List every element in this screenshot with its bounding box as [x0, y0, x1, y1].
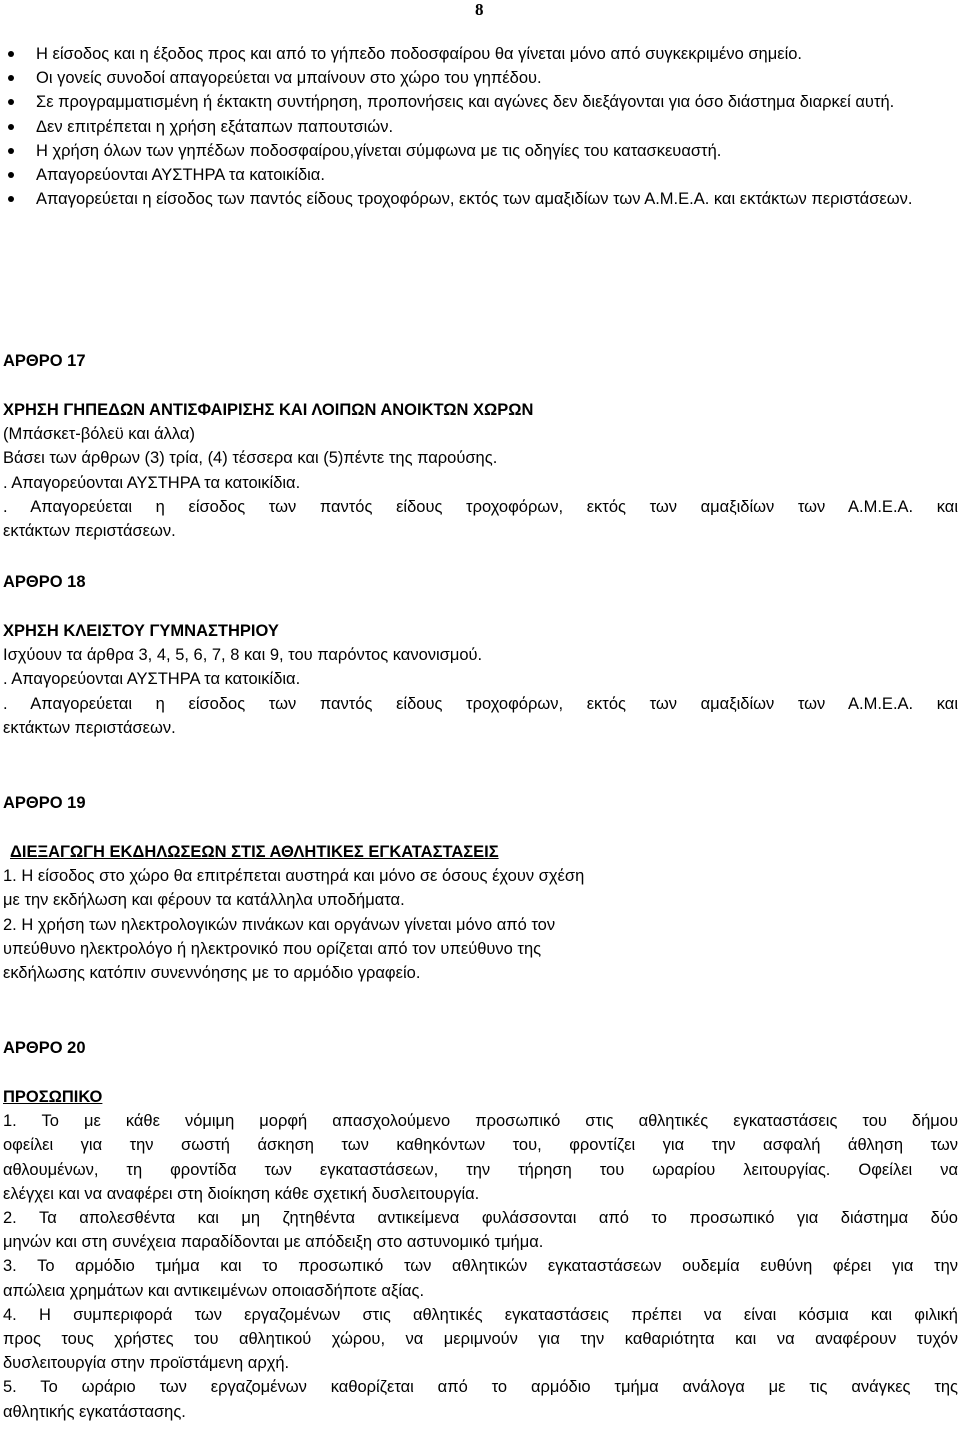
article-19-title: ΔΙΕΞΑΓΩΓΗ ΕΚΔΗΛΩΣΕΩΝ ΣΤΙΣ ΑΘΛΗΤΙΚΕΣ ΕΓΚΑΤΑΣΤΑΣΕΙΣ — [10, 843, 499, 861]
list-item: Απαγορεύεται η είσοδος των παντός είδους τροχοφόρων, εκτός των αμαξιδίων των Α.Μ.Ε.Α. και εκτάκτων περιστάσεων. — [0, 187, 960, 211]
bullet-icon — [8, 51, 14, 57]
article-19-line: 1. Η είσοδος στο χώρο θα επιτρέπεται αυστηρά και μόνο σε όσους έχουν σχέση — [3, 867, 585, 886]
article-20-line: 4. Η συμπεριφορά των εργαζομένων στις αθλητικές εγκαταστάσεις πρέπει να είναι κόσμια και φιλική — [3, 1305, 958, 1324]
article-20-title: ΠΡΟΣΩΠΙΚΟ — [3, 1088, 103, 1106]
article-19-line: εκδήλωσης κατόπιν συνεννόησης με το αρμόδιο γραφείο. — [3, 964, 421, 983]
article-20-line: 2. Τα απολεσθέντα και μη ζητηθέντα αντικείμενα φυλάσσονται από το προσωπικό για διάστημα δύο — [3, 1209, 958, 1228]
article-17-title: ΧΡΗΣΗ ΓΗΠΕΔΩΝ ΑΝΤΙΣΦΑΙΡΙΣΗΣ ΚΑΙ ΛΟΙΠΩΝ ΑΝΟΙΚΤΩΝ ΧΩΡΩΝ — [3, 401, 534, 419]
article-18-line: . Απαγορεύονται ΑΥΣΤΗΡΑ τα κατοικίδια. — [3, 670, 301, 689]
article-20-line: μηνών και στη συνέχεια παραδίδονται με απόδειξη στο αστυνομικό τμήμα. — [3, 1233, 544, 1252]
article-17-line: εκτάκτων περιστάσεων. — [3, 522, 176, 541]
article-19-line: με την εκδήλωση και φέρουν τα κατάλληλα υποδήματα. — [3, 891, 405, 910]
bullet-icon — [8, 124, 14, 130]
article-20-line: απώλεια χρημάτων και αντικειμένων οποιασδήποτε αξίας. — [3, 1281, 425, 1300]
bullet-icon — [8, 75, 14, 81]
article-17-body — [3, 398, 958, 543]
article-18-line: εκτάκτων περιστάσεων. — [3, 718, 176, 737]
article-18-title: ΧΡΗΣΗ ΚΛΕΙΣΤΟΥ ΓΥΜΝΑΣΤΗΡΙΟΥ — [3, 622, 279, 640]
list-item: Οι γονείς συνοδοί απαγορεύεται να μπαίνουν στο χώρο του γηπέδου. — [0, 66, 960, 90]
bullet-icon — [8, 148, 14, 154]
article-17-heading: ΑΡΘΡΟ 17 — [3, 352, 86, 370]
article-19-body — [3, 840, 958, 985]
list-item: Η είσοδος και η έξοδος προς και από το γήπεδο ποδοσφαίρου θα γίνεται μόνο από συγκεκριμένο σημείο. — [0, 42, 960, 66]
article-17-line: . Απαγορεύονται ΑΥΣΤΗΡΑ τα κατοικίδια. — [3, 473, 301, 492]
article-17-subtitle: (Μπάσκετ-βόλεϋ και άλλα) — [3, 425, 195, 444]
bullet-icon — [8, 99, 14, 105]
article-18-line: Ισχύουν τα άρθρα 3, 4, 5, 6, 7, 8 και 9, του παρόντος κανονισμού. — [3, 646, 483, 665]
list-item: Η χρήση όλων των γηπέδων ποδοσφαίρου,γίνεται σύμφωνα με τις οδηγίες του κατασκευαστή. — [0, 139, 960, 163]
article-20-body — [3, 1085, 958, 1424]
article-20-line: 1. Το με κάθε νόμιμη μορφή απασχολούμενο προσωπικό στις αθλητικές εγκαταστάσεις του δήμου — [3, 1112, 958, 1131]
article-20-heading: ΑΡΘΡΟ 20 — [3, 1039, 86, 1057]
article-17-line: . Απαγορεύεται η είσοδος των παντός είδους τροχοφόρων, εκτός των αμαξιδίων των Α.Μ.Ε.Α. και — [3, 497, 958, 516]
article-18-body — [3, 619, 958, 740]
article-19-line: 2. Η χρήση των ηλεκτρολογικών πινάκων και οργάνων γίνεται μόνο από τον — [3, 915, 556, 934]
page-number: 8 — [475, 0, 484, 19]
article-20-line: δυσλειτουργία στην προϊστάμενη αρχή. — [3, 1354, 290, 1373]
article-18-line: . Απαγορεύεται η είσοδος των παντός είδους τροχοφόρων, εκτός των αμαξιδίων των Α.Μ.Ε.Α. και — [3, 694, 958, 713]
article-20-line: οφείλει για την σωστή άσκηση των καθηκόντων του, φροντίζει για την ασφαλή άθληση των — [3, 1136, 958, 1155]
bullet-icon — [8, 172, 14, 178]
list-item: Δεν επιτρέπεται η χρήση εξάταπων παπουτσιών. — [0, 115, 960, 139]
article-19-line: υπεύθυνο ηλεκτρολόγο ή ηλεκτρονικό που ορίζεται από τον υπεύθυνο της — [3, 939, 542, 958]
article-20-line: αθλουμένων, τη φροντίδα των εγκαταστάσεων, την τήρηση του ωραρίου λειτουργίας. Οφείλει να — [3, 1160, 958, 1179]
list-item: Απαγορεύονται ΑΥΣΤΗΡΑ τα κατοικίδια. — [0, 163, 960, 187]
article-20-line: αθλητικής εγκατάστασης. — [3, 1402, 186, 1421]
rules-bullet-list — [0, 42, 960, 211]
article-17-line: Βάσει των άρθρων (3) τρία, (4) τέσσερα και (5)πέντε της παρούσης. — [3, 449, 498, 468]
article-20-line: 5. Το ωράριο των εργαζομένων καθορίζεται από το αρμόδιο τμήμα ανάλογα με τις ανάγκες της — [3, 1378, 958, 1397]
article-20-line: 3. Το αρμόδιο τμήμα και το προσωπικό των αθλητικών εγκαταστάσεων ουδεμία ευθύνη φέρει για την — [3, 1257, 958, 1276]
bullet-icon — [8, 196, 14, 202]
article-19-heading: ΑΡΘΡΟ 19 — [3, 794, 86, 812]
article-20-line: ελέγχει και να αναφέρει στη διοίκηση κάθε σχετική δυσλειτουργία. — [3, 1184, 480, 1203]
list-item: Σε προγραμματισμένη ή έκτακτη συντήρηση, προπονήσεις και αγώνες δεν διεξάγονται για όσο διάστημα διαρκεί αυτή. — [0, 90, 960, 114]
article-20-line: προς τους χρήστες του αθλητικού χώρου, να μεριμνούν για την καθαριότητα και να αναφέρουν τυχόν — [3, 1330, 958, 1349]
article-18-heading: ΑΡΘΡΟ 18 — [3, 573, 86, 591]
